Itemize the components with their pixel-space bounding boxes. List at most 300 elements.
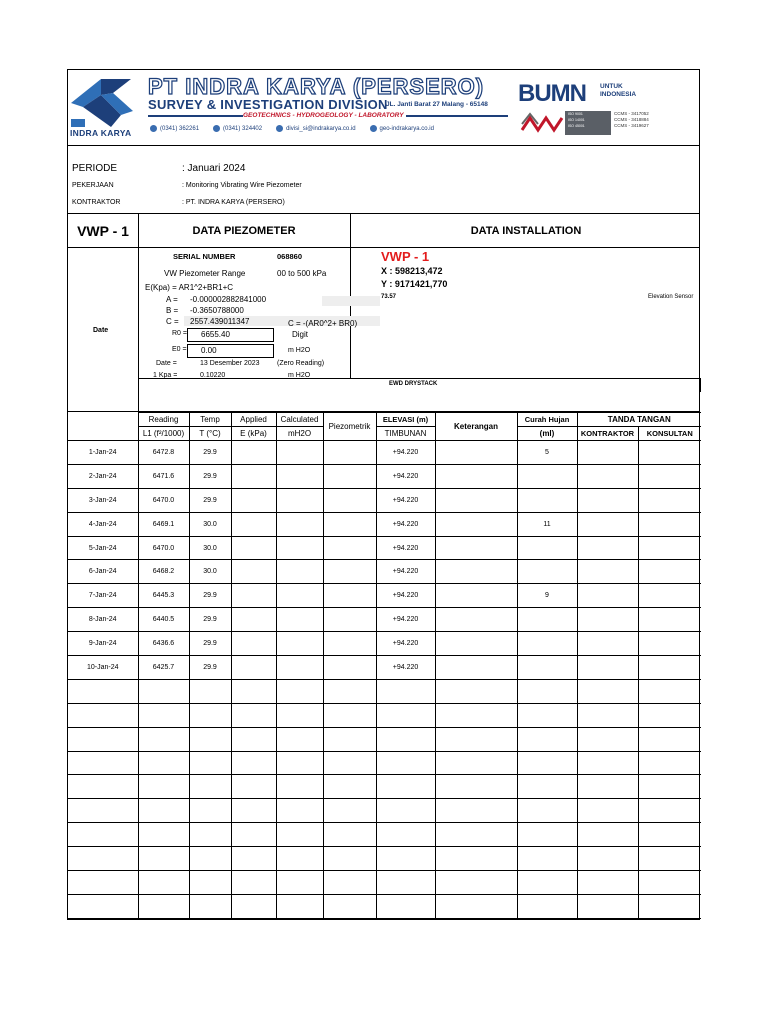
empty-cell [638, 847, 701, 871]
cell-reading: 6468.2 [138, 560, 189, 584]
fax-contact: (0341) 324402 [213, 125, 262, 132]
table-row [68, 512, 701, 536]
cell-reading: 6445.3 [138, 584, 189, 608]
kan-certification-icon [520, 112, 564, 134]
company-banner [68, 70, 699, 146]
empty-cell [138, 799, 189, 823]
fax-icon [213, 125, 220, 132]
empty-cell [376, 871, 435, 895]
elevation-sensor-label: Elevation Sensor [648, 294, 694, 300]
cell-applied [231, 536, 276, 560]
table-row [68, 608, 701, 632]
range-value: 00 to 500 kPa [277, 269, 327, 278]
empty-cell [517, 799, 577, 823]
empty-cell [376, 894, 435, 918]
e0-unit: m H2O [288, 347, 311, 354]
empty-cell [517, 703, 577, 727]
cell-piezometrik [323, 632, 376, 656]
install-vwp: VWP - 1 [381, 249, 430, 264]
pekerjaan-value: : Monitoring Vibrating Wire Piezometer [182, 182, 302, 189]
empty-cell [435, 847, 517, 871]
cell-calculated [276, 512, 323, 536]
ewd-bar [138, 378, 701, 392]
email-icon [276, 125, 283, 132]
kontraktor-value: : PT. INDRA KARYA (PERSERO) [182, 199, 285, 206]
cell-keterangan [435, 441, 517, 465]
empty-cell [638, 894, 701, 918]
empty-cell [577, 871, 638, 895]
table-row [68, 488, 701, 512]
empty-cell [189, 847, 231, 871]
empty-cell [376, 751, 435, 775]
b-label: B = [166, 306, 179, 315]
empty-cell [376, 703, 435, 727]
empty-cell [435, 703, 517, 727]
cell-temp: 29.9 [189, 584, 231, 608]
install-y: Y : 9171421,770 [381, 279, 448, 289]
cell-elev: +94.220 [376, 536, 435, 560]
cell-piezometrik [323, 536, 376, 560]
empty-cell [517, 823, 577, 847]
empty-cell [189, 823, 231, 847]
cell-applied [231, 560, 276, 584]
empty-cell [231, 847, 276, 871]
cell-temp: 29.9 [189, 608, 231, 632]
empty-cell [638, 727, 701, 751]
empty-cell [323, 871, 376, 895]
empty-cell [323, 775, 376, 799]
kpa-label: 1 Kpa = [153, 372, 178, 379]
cell-date: 7-Jan-24 [68, 584, 138, 608]
empty-cell [276, 847, 323, 871]
empty-row [68, 703, 701, 727]
empty-cell [231, 871, 276, 895]
cell-temp: 30.0 [189, 512, 231, 536]
empty-cell [323, 679, 376, 703]
cell-applied [231, 441, 276, 465]
table-row [68, 464, 701, 488]
empty-cell [68, 703, 138, 727]
empty-cell [189, 679, 231, 703]
table-row [68, 584, 701, 608]
cell-temp: 29.9 [189, 656, 231, 680]
cell-kontraktor-sign [577, 560, 638, 584]
empty-cell [517, 679, 577, 703]
empty-cell [68, 751, 138, 775]
cell-keterangan [435, 608, 517, 632]
empty-cell [276, 679, 323, 703]
cell-kontraktor-sign [577, 608, 638, 632]
empty-cell [376, 799, 435, 823]
kontraktor-label: KONTRAKTOR [72, 199, 121, 206]
vwp-title: VWP - 1 [77, 223, 129, 239]
empty-cell [435, 799, 517, 823]
cell-applied [231, 464, 276, 488]
periode-value: : Januari 2024 [182, 163, 246, 174]
cell-kontraktor-sign [577, 584, 638, 608]
cell-temp: 29.9 [189, 441, 231, 465]
cell-elev: +94.220 [376, 560, 435, 584]
empty-cell [138, 871, 189, 895]
cell-elev: +94.220 [376, 464, 435, 488]
empty-cell [517, 751, 577, 775]
logo-text: INDRA KARYA [70, 128, 132, 138]
empty-cell [577, 847, 638, 871]
cell-piezometrik [323, 512, 376, 536]
cell-calculated [276, 536, 323, 560]
empty-cell [517, 894, 577, 918]
pekerjaan-label: PEKERJAAN [72, 182, 114, 189]
empty-row [68, 871, 701, 895]
cell-reading: 6471.6 [138, 464, 189, 488]
cell-elev: +94.220 [376, 441, 435, 465]
cell-calculated [276, 464, 323, 488]
cell-date: 9-Jan-24 [68, 632, 138, 656]
cell-temp: 29.9 [189, 632, 231, 656]
empty-cell [323, 727, 376, 751]
cell-piezometrik [323, 608, 376, 632]
empty-cell [231, 679, 276, 703]
cell-konsultan-sign [638, 464, 701, 488]
reading-table [68, 412, 701, 919]
empty-cell [276, 775, 323, 799]
empty-cell [577, 894, 638, 918]
empty-cell [376, 727, 435, 751]
periode-label: PERIODE [72, 163, 118, 174]
empty-row [68, 847, 701, 871]
table-row [68, 560, 701, 584]
division-name: SURVEY & INVESTIGATION DIVISION [148, 97, 388, 112]
empty-row [68, 799, 701, 823]
empty-cell [138, 894, 189, 918]
cell-calculated [276, 488, 323, 512]
empty-cell [323, 823, 376, 847]
empty-cell [189, 799, 231, 823]
iso-badges: ISO 9001 ISO 14001 ISO 45001 [565, 111, 611, 135]
cell-piezometrik [323, 441, 376, 465]
empty-cell [435, 775, 517, 799]
empty-cell [276, 751, 323, 775]
cell-keterangan [435, 560, 517, 584]
header-row-2: L1 (f²/1000) T (°C) E (kPa) mH2O TIMBUNAN (ml) KONTRAKTOR KONSULTAN [68, 427, 701, 441]
website-contact: geo-indrakarya.co.id [370, 125, 434, 132]
empty-cell [517, 775, 577, 799]
cell-curah: 9 [517, 584, 577, 608]
phone-contact-1: (0341) 362261 [150, 125, 199, 132]
empty-cell [276, 799, 323, 823]
empty-cell [68, 679, 138, 703]
empty-cell [435, 823, 517, 847]
cell-reading: 6440.5 [138, 608, 189, 632]
cell-kontraktor-sign [577, 512, 638, 536]
cell-applied [231, 512, 276, 536]
cell-reading: 6470.0 [138, 488, 189, 512]
install-x: X : 598213,472 [381, 266, 443, 276]
c-label: C = [166, 317, 179, 326]
cell-calculated [276, 584, 323, 608]
empty-cell [276, 703, 323, 727]
cell-reading: 6425.7 [138, 656, 189, 680]
cell-konsultan-sign [638, 560, 701, 584]
empty-cell [638, 799, 701, 823]
empty-cell [138, 727, 189, 751]
empty-cell [138, 751, 189, 775]
cell-keterangan [435, 584, 517, 608]
empty-cell [577, 823, 638, 847]
empty-cell [638, 751, 701, 775]
cell-calculated [276, 441, 323, 465]
cell-kontraktor-sign [577, 656, 638, 680]
install-elevation: 73.57 [381, 294, 397, 300]
empty-cell [68, 894, 138, 918]
cell-curah [517, 464, 577, 488]
cell-piezometrik [323, 584, 376, 608]
cell-elev: +94.220 [376, 584, 435, 608]
bumn-logo: BUMN [518, 80, 586, 107]
cell-applied [231, 488, 276, 512]
company-address: JL. Janti Barat 27 Malang - 65148 [386, 101, 488, 108]
empty-cell [577, 679, 638, 703]
data-installation-title: DATA INSTALLATION [470, 225, 582, 237]
cell-keterangan [435, 536, 517, 560]
cell-curah [517, 560, 577, 584]
empty-row [68, 775, 701, 799]
cell-keterangan [435, 656, 517, 680]
header-row-1: Reading Temp Applied Calculated Piezometrik ELEVASI (m) Keterangan Curah Hujan TANDA TANGAN [68, 413, 701, 427]
empty-cell [276, 894, 323, 918]
contact-list [150, 125, 434, 132]
empty-cell [68, 799, 138, 823]
empty-cell [68, 775, 138, 799]
project-info [68, 146, 699, 214]
empty-cell [323, 751, 376, 775]
r0-value: 6655.40 [201, 330, 230, 339]
cell-date: 10-Jan-24 [68, 656, 138, 680]
empty-row [68, 679, 701, 703]
cell-applied [231, 656, 276, 680]
r0-unit: Digit [292, 330, 309, 339]
indra-karya-logo-icon [71, 75, 149, 131]
cell-konsultan-sign [638, 512, 701, 536]
cell-reading: 6469.1 [138, 512, 189, 536]
cell-temp: 29.9 [189, 488, 231, 512]
empty-cell [323, 799, 376, 823]
e0-value: 0.00 [201, 346, 217, 355]
cell-keterangan [435, 632, 517, 656]
c-formula: C = -(AR0^2+ BR0) [288, 319, 358, 328]
cell-piezometrik [323, 560, 376, 584]
email-contact: divisi_si@indrakarya.co.id [276, 125, 355, 132]
empty-cell [189, 703, 231, 727]
empty-cell [577, 799, 638, 823]
cell-kontraktor-sign [577, 488, 638, 512]
empty-cell [577, 751, 638, 775]
empty-cell [68, 847, 138, 871]
cell-date: 1-Jan-24 [68, 441, 138, 465]
company-name: PT INDRA KARYA (PERSERO) [148, 74, 485, 99]
cell-kontraktor-sign [577, 632, 638, 656]
empty-cell [138, 775, 189, 799]
cell-date: 2-Jan-24 [68, 464, 138, 488]
empty-row [68, 823, 701, 847]
empty-cell [276, 823, 323, 847]
cell-elev: +94.220 [376, 656, 435, 680]
date0-note: (Zero Reading) [277, 360, 325, 367]
c-value: 2557.439011347 [190, 317, 250, 326]
empty-cell [435, 679, 517, 703]
empty-cell [189, 751, 231, 775]
date0-label: Date = [156, 360, 177, 367]
empty-cell [68, 727, 138, 751]
empty-cell [577, 775, 638, 799]
table-row [68, 536, 701, 560]
monitoring-sheet [67, 69, 700, 920]
cell-piezometrik [323, 488, 376, 512]
cell-elev: +94.220 [376, 632, 435, 656]
cell-applied [231, 632, 276, 656]
cell-elev: +94.220 [376, 488, 435, 512]
empty-cell [231, 799, 276, 823]
ccms-numbers: CCMS - 3417052 CCMS - 3418884 CCMS - 3419627 [614, 111, 649, 128]
empty-cell [435, 751, 517, 775]
cell-konsultan-sign [638, 632, 701, 656]
r0-label: R0 = [172, 330, 187, 337]
cell-date: 3-Jan-24 [68, 488, 138, 512]
cell-curah: 5 [517, 441, 577, 465]
empty-cell [189, 727, 231, 751]
cell-kontraktor-sign [577, 441, 638, 465]
empty-cell [638, 775, 701, 799]
cell-temp: 30.0 [189, 560, 231, 584]
empty-cell [638, 703, 701, 727]
empty-cell [68, 823, 138, 847]
cell-applied [231, 584, 276, 608]
empty-cell [376, 679, 435, 703]
empty-cell [323, 894, 376, 918]
empty-cell [138, 847, 189, 871]
cell-reading: 6470.0 [138, 536, 189, 560]
empty-cell [68, 871, 138, 895]
serial-label: SERIAL NUMBER [173, 252, 236, 261]
cell-piezometrik [323, 464, 376, 488]
empty-cell [189, 894, 231, 918]
cell-elev: +94.220 [376, 512, 435, 536]
cell-date: 6-Jan-24 [68, 560, 138, 584]
phone-icon [150, 125, 157, 132]
cell-keterangan [435, 488, 517, 512]
empty-cell [231, 727, 276, 751]
cell-date: 5-Jan-24 [68, 536, 138, 560]
cell-curah [517, 608, 577, 632]
cell-applied [231, 608, 276, 632]
cell-curah [517, 632, 577, 656]
kpa-value: 0.10220 [200, 372, 226, 379]
cell-reading: 6436.6 [138, 632, 189, 656]
serial-value: 068860 [277, 252, 303, 261]
cell-konsultan-sign [638, 608, 701, 632]
cell-konsultan-sign [638, 441, 701, 465]
cell-temp: 30.0 [189, 536, 231, 560]
empty-cell [577, 703, 638, 727]
empty-cell [138, 679, 189, 703]
data-piezometer-title: DATA PIEZOMETER [192, 225, 296, 237]
cell-konsultan-sign [638, 536, 701, 560]
b-value: -0.3650788000 [190, 306, 244, 315]
empty-cell [638, 871, 701, 895]
cell-elev: +94.220 [376, 608, 435, 632]
kpa-unit: m H2O [288, 372, 311, 379]
cell-reading: 6472.8 [138, 441, 189, 465]
cell-calculated [276, 560, 323, 584]
cell-keterangan [435, 464, 517, 488]
empty-cell [517, 727, 577, 751]
table-row [68, 632, 701, 656]
empty-cell [138, 703, 189, 727]
empty-cell [323, 847, 376, 871]
section-titles [68, 214, 699, 248]
empty-cell [638, 679, 701, 703]
empty-row [68, 751, 701, 775]
cell-keterangan [435, 512, 517, 536]
empty-cell [189, 871, 231, 895]
empty-cell [376, 823, 435, 847]
parameter-block [68, 248, 699, 412]
empty-cell [435, 871, 517, 895]
a-label: A = [166, 295, 178, 304]
cell-curah: 11 [517, 512, 577, 536]
empty-cell [189, 775, 231, 799]
cell-calculated [276, 656, 323, 680]
cell-curah [517, 488, 577, 512]
cell-calculated [276, 632, 323, 656]
cell-konsultan-sign [638, 488, 701, 512]
a-value: -0.000002882841000 [190, 295, 267, 304]
data-rows [68, 441, 701, 919]
empty-cell [231, 823, 276, 847]
empty-cell [435, 894, 517, 918]
empty-cell [138, 823, 189, 847]
empty-cell [517, 847, 577, 871]
empty-cell [276, 871, 323, 895]
globe-icon [370, 125, 377, 132]
date-column-label: Date [93, 327, 109, 334]
empty-cell [231, 894, 276, 918]
empty-cell [231, 751, 276, 775]
cell-curah [517, 656, 577, 680]
cell-date: 4-Jan-24 [68, 512, 138, 536]
formula: E(Kpa) = AR1^2+BR1+C [145, 283, 234, 292]
range-label: VW Piezometer Range [164, 269, 246, 278]
e0-label: E0 = [172, 346, 187, 353]
table-row [68, 441, 701, 465]
date0-value: 13 Desember 2023 [200, 360, 260, 367]
cell-curah [517, 536, 577, 560]
empty-row [68, 727, 701, 751]
cell-date: 8-Jan-24 [68, 608, 138, 632]
cell-kontraktor-sign [577, 464, 638, 488]
empty-cell [376, 847, 435, 871]
empty-cell [376, 775, 435, 799]
ewd-label: EWD DRYSTACK [389, 381, 438, 387]
empty-cell [276, 727, 323, 751]
cell-kontraktor-sign [577, 536, 638, 560]
empty-row [68, 894, 701, 918]
empty-cell [577, 727, 638, 751]
cell-piezometrik [323, 656, 376, 680]
empty-cell [435, 727, 517, 751]
cell-temp: 29.9 [189, 464, 231, 488]
cell-calculated [276, 608, 323, 632]
